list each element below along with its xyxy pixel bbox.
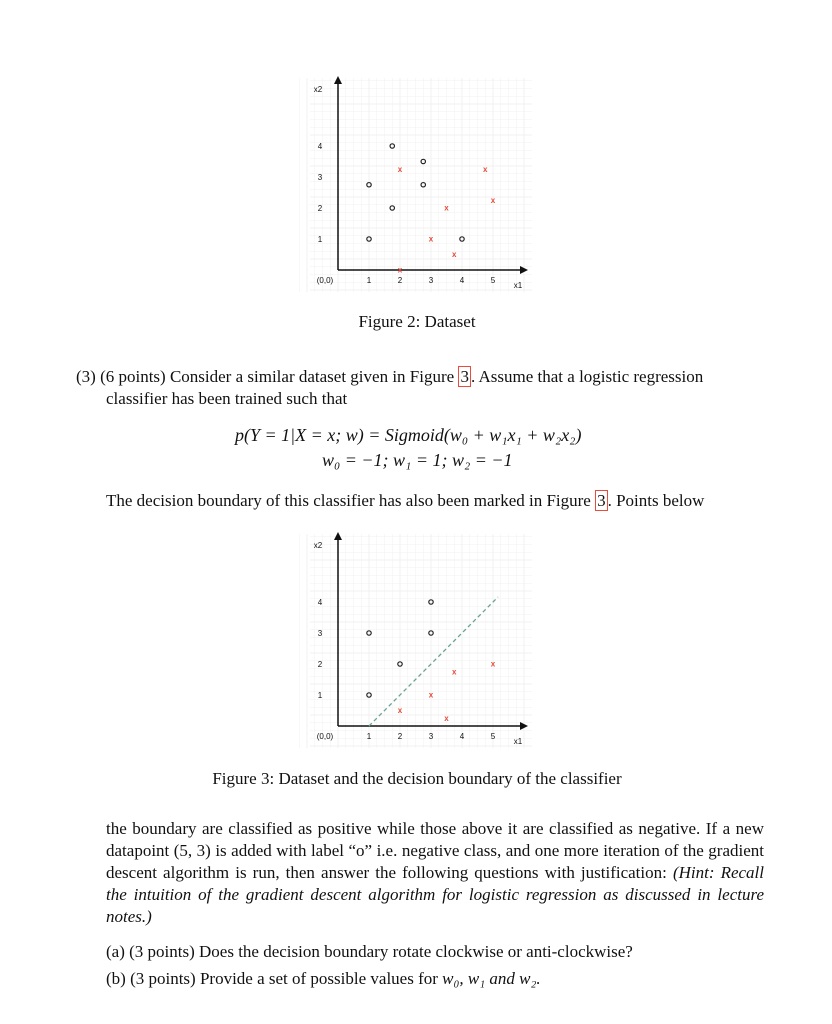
figure-3-grid xyxy=(292,534,532,748)
cross-point: x xyxy=(483,164,488,174)
figure-3-reference-link[interactable]: 3 xyxy=(460,367,469,386)
cross-point: x xyxy=(397,706,403,715)
y-tick-label: 1 xyxy=(317,691,323,700)
x-tick-label: 4 xyxy=(459,276,465,285)
weights-equation: w₀ = −1; w₁ = 1; w₂ = −1 xyxy=(322,450,513,470)
figure-2-grid xyxy=(292,78,532,292)
y-tick-label: 4 xyxy=(317,142,323,151)
question-3-line1-end: . Assume that a logistic regression xyxy=(470,367,704,386)
x-tick-label: 4 xyxy=(459,732,465,741)
cross-point: x xyxy=(490,195,496,205)
part-b-text: (b) (3 points) Provide a set of possible values for xyxy=(106,969,438,988)
x-tick-label: 1 xyxy=(366,732,372,741)
cross-point: x xyxy=(444,713,449,723)
figure-3-reference-link-2[interactable]: 3 xyxy=(597,491,606,510)
x-tick-label: 5 xyxy=(490,732,496,741)
y-tick-label: 2 xyxy=(317,204,323,213)
x-axis-label: x1 xyxy=(513,737,523,746)
cross-point: x xyxy=(428,234,434,244)
boundary-sentence-start: The decision boundary of this classifier has also been marked in Figure xyxy=(106,491,591,510)
part-b-math: w₀, w₁ and w₂. xyxy=(442,969,541,988)
x-tick-label: 3 xyxy=(428,732,434,741)
cross-point: x xyxy=(452,667,457,677)
y-axis-arrow xyxy=(334,532,342,540)
cross-point: x xyxy=(452,250,457,259)
part-b xyxy=(106,968,786,990)
x-tick-label: 5 xyxy=(490,276,496,285)
cross-point: x xyxy=(444,203,449,213)
origin-label: (0,0) xyxy=(316,732,334,741)
x-tick-label: 3 xyxy=(428,276,434,285)
cross-point: x xyxy=(397,265,403,275)
y-tick-label: 3 xyxy=(317,173,323,182)
y-axis-label: x2 xyxy=(313,85,323,94)
y-tick-label: 4 xyxy=(317,598,323,607)
figure-2-plot xyxy=(292,70,542,300)
boundary-sentence xyxy=(106,490,806,512)
cross-point: x xyxy=(490,659,496,669)
y-axis-arrow xyxy=(334,76,342,84)
sigmoid-equation: p(Y = 1|X = x; w) = Sigmoid(w₀ + w₁x₁ + w₂x₂) xyxy=(235,425,582,445)
question-3-line1: (3) (6 points) Consider a similar dataset given in Figure xyxy=(76,367,455,386)
x-tick-label: 2 xyxy=(397,732,403,741)
cross-point: x xyxy=(428,690,434,700)
question-3-hint: (Hint: Recall the intuition of the gradient descent algorithm for logistic regression as discussed in lecture notes.) xyxy=(106,863,765,926)
question-3-continuation: the boundary are classified as positive while those above it are classified as negative. If a new datapoint (5, 3) is added with label “o” i.e. negative class, and one more iteration of the gradient descent algorithm is run, then answer the following questions with justification: xyxy=(106,819,764,882)
y-tick-label: 1 xyxy=(317,235,323,244)
part-a: (a) (3 points) Does the decision boundary rotate clockwise or anti-clockwise? xyxy=(106,942,633,961)
boundary-sentence-end: . Points below xyxy=(607,491,705,510)
question-3-line2: classifier has been trained such that xyxy=(106,389,348,408)
figure-3-decision-boundary xyxy=(369,597,498,726)
x-axis-label: x1 xyxy=(513,281,523,290)
question-3-body xyxy=(106,818,764,928)
figure-2-caption: Figure 2: Dataset xyxy=(358,312,476,331)
question-3-intro xyxy=(76,366,776,388)
x-tick-label: 2 xyxy=(397,276,403,285)
y-tick-label: 3 xyxy=(317,629,323,638)
y-tick-label: 2 xyxy=(317,660,323,669)
figure-3-caption: Figure 3: Dataset and the decision boundary of the classifier xyxy=(212,769,622,788)
x-tick-label: 1 xyxy=(366,276,372,285)
y-axis-label: x2 xyxy=(313,541,323,550)
origin-label: (0,0) xyxy=(316,276,334,285)
figure-3-plot xyxy=(292,526,542,756)
decision-boundary-line xyxy=(369,597,498,726)
cross-point: x xyxy=(397,164,403,174)
